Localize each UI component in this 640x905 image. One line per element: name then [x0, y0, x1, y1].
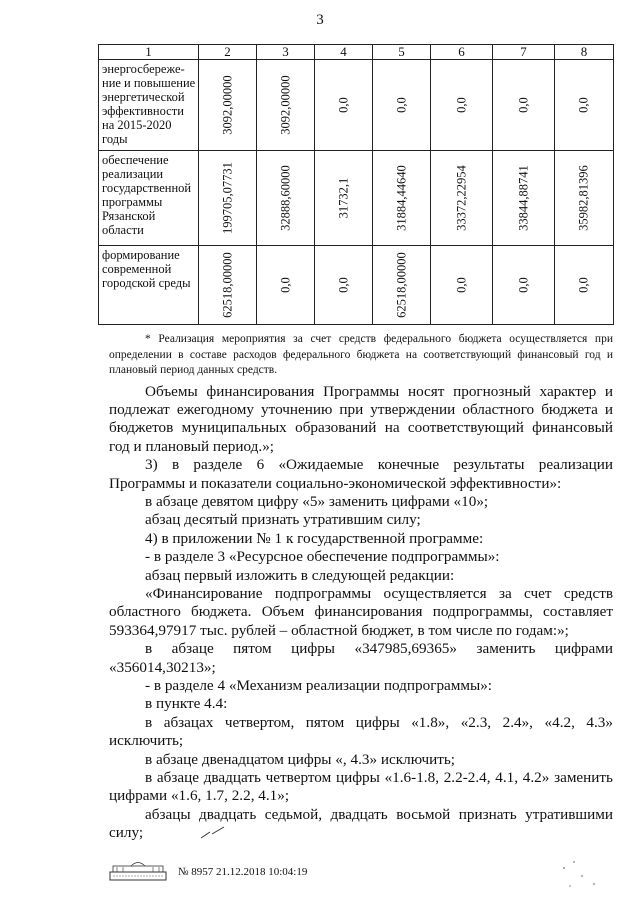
paragraph: в абзаце двадцать четвертом цифры «1.6-1.8, 2.2-2.4, 4.1, 4.2» заменить цифрами «1.6, 1.7, 2.2, 4.1»; [109, 769, 613, 805]
value-text: 3092,00000 [278, 75, 292, 135]
value-text: 62518,00000 [220, 252, 234, 318]
value-text: 0,0 [516, 97, 530, 113]
value-cell [315, 246, 373, 325]
value-text: 32888,60000 [278, 165, 292, 231]
value-cell [315, 151, 373, 246]
value-text: 0,0 [454, 97, 468, 113]
value-text: 3092,00000 [220, 75, 234, 135]
paragraph: «Финансирование подпрограммы осуществляется за счет средств областного бюджета. Объем финансирования подпрограммы, составляет 593364,97917 тыс. рублей – областной бюджет, в том числе по годам:»; [109, 584, 613, 639]
value-cell [555, 151, 614, 246]
document-body [109, 332, 613, 843]
value-cell [199, 60, 257, 151]
value-text: 0,0 [516, 277, 530, 293]
value-cell [555, 246, 614, 325]
paragraph: в абзаце пятом цифры «347985,69365» заменить цифрами «356014,30213»; [109, 640, 613, 676]
value-text: 33372,22954 [454, 165, 468, 231]
value-text: 31732,1 [336, 177, 350, 219]
value-text: 0,0 [278, 277, 292, 293]
paragraph: абзац десятый признать утратившим силу; [145, 511, 421, 529]
paragraph: абзацы двадцать седьмой, двадцать восьмой признать утратившими силу; [109, 805, 613, 842]
value-text: 31884,44640 [394, 165, 408, 231]
paragraph: в абзацах четвертом, пятом цифры «1.8», «2.3, 2.4», «4.2, 4.3» исключить; [109, 713, 613, 750]
col-header: 8 [555, 45, 614, 60]
value-text: 62518,00000 [394, 252, 408, 318]
budget-table [98, 44, 614, 325]
value-text: 0,0 [336, 97, 350, 113]
value-cell [555, 60, 614, 151]
col-header: 5 [373, 45, 431, 60]
paragraph: Объемы финансирования Программы носят прогнозный характер и подлежат ежегодному уточнению при утверждении областного бюджета и бюджетов муниципальных образований на соответствующий финансовый год и плановый период.»; [109, 382, 613, 455]
paragraph: абзац первый изложить в следующей редакции: [145, 566, 455, 584]
value-cell [431, 246, 493, 325]
col-header: 1 [99, 45, 199, 60]
col-header: 2 [199, 45, 257, 60]
row-name: энергосбереже-ние и повышение энергетической эффективности на 2015-2020 годы [99, 60, 199, 151]
value-cell [431, 151, 493, 246]
value-cell [373, 60, 431, 151]
value-text: 33844,88741 [516, 165, 530, 231]
paragraph: 3) в разделе 6 «Ожидаемые конечные результаты реализации Программы и показатели социально-экономической эффективности»: [109, 456, 613, 492]
value-text: 0,0 [576, 277, 591, 293]
value-text: 0,0 [336, 277, 350, 293]
footnote: * Реализация мероприятия за счет средств федерального бюджета осуществляется при определении в составе расходов федерального бюджета на соответствующий финансовый год и плановый период данных средств. [109, 333, 613, 376]
col-header: 4 [315, 45, 373, 60]
table-row [99, 60, 614, 151]
value-cell [373, 151, 431, 246]
signature-mark [200, 826, 226, 840]
value-cell [493, 151, 555, 246]
paragraph: - в разделе 4 «Механизм реализации подпрограммы»: [145, 677, 493, 694]
row-name: формирование современной городской среды [99, 246, 199, 325]
paragraph: в абзаце двенадцатом цифры «, 4.3» исключить; [145, 750, 456, 768]
value-cell [257, 60, 315, 151]
value-text: 199705,07731 [220, 162, 234, 234]
stamp-logo-icon [109, 860, 167, 882]
scan-specks [560, 858, 610, 890]
paragraph: - в разделе 3 «Ресурсное обеспечение подпрограммы»: [145, 548, 500, 566]
value-text: 35982,81396 [576, 165, 591, 231]
value-cell [199, 151, 257, 246]
value-cell [493, 246, 555, 325]
value-cell [257, 151, 315, 246]
page-number: 3 [316, 12, 324, 28]
value-cell [315, 60, 373, 151]
value-text: 0,0 [394, 97, 408, 113]
paragraph: в пункте 4.4: [145, 695, 228, 713]
value-cell [431, 60, 493, 151]
col-header: 3 [257, 45, 315, 60]
value-cell [257, 246, 315, 325]
value-cell [373, 246, 431, 325]
table-row [99, 246, 614, 325]
col-header: 7 [493, 45, 555, 60]
value-text: 0,0 [454, 277, 468, 293]
paragraph: в абзаце девятом цифру «5» заменить цифрами «10»; [145, 492, 489, 510]
table-row [99, 151, 614, 246]
col-header: 6 [431, 45, 493, 60]
value-text: 0,0 [576, 97, 591, 113]
table-header-row [99, 45, 614, 60]
registration-number: № 8957 21.12.2018 10:04:19 [178, 866, 308, 878]
row-name: обеспечение реализации государственной программы Рязанской области [99, 151, 199, 246]
value-cell [493, 60, 555, 151]
paragraph: 4) в приложении № 1 к государственной программе: [145, 529, 484, 547]
value-cell [199, 246, 257, 325]
